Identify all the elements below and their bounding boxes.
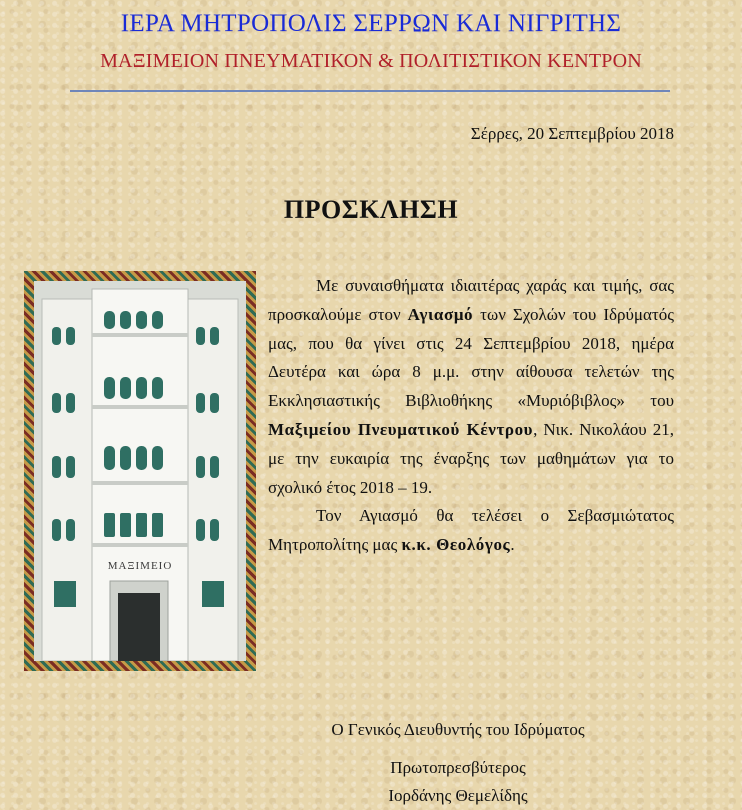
building-photo (24, 271, 256, 671)
date-line: Σέρρες, 20 Σεπτεμβρίου 2018 (470, 124, 674, 143)
emphasis-metropolitan: κ.κ. Θεολόγος (401, 535, 511, 555)
building-sign-text: ΜΑΞΙΜΕΙΟ (107, 560, 173, 572)
building-photo-frame (34, 281, 246, 661)
building-illustration (34, 281, 246, 661)
signature-title: Πρωτοπρεσβύτερος (390, 758, 526, 777)
invitation-paragraph-2: Τον Αγιασμό θα τελέσει ο Σεβασμιώτατος Μητροπολίτης μας κ.κ. Θεολόγος. (268, 506, 674, 555)
center-subtitle: ΜΑΞΙΜΕΙΟΝ ΠΝΕΥΜΑΤΙΚΟΝ & ΠΟΛΙΤΙΣΤΙΚΟΝ ΚΕΝΤΡΟΝ (100, 50, 642, 72)
header-divider (70, 90, 670, 92)
signature-role: Ο Γενικός Διευθυντής του Ιδρύματος (331, 720, 585, 739)
invitation-paragraph-1: Με συναισθήματα ιδιαιτέρας χαράς και τιμής, σας προσκαλούμε στον Αγιασμό των Σχολών του Ιδρύματός μας, που θα γίνει στις 24 Σεπτεμβρίου 2018, ημέρα Δευτέρα και ώρα 8 μ.μ. στην αίθουσα τελετών της Εκκλησιαστικής Βιβλιοθήκης «Μυριόβιβλος» του Μαξιμείου Πνευματικού Κέντρου, Νικ. Νικολάου 21, με την ευκαιρία της έναρξης των μαθημάτων για το σχολικό έτος 2018 – 19. (268, 276, 674, 497)
document-heading: ΠΡΟΣΚΛΗΣΗ (283, 195, 459, 224)
diocese-title: ΙΕΡΑ ΜΗΤΡΟΠΟΛΙΣ ΣΕΡΡΩΝ ΚΑΙ ΝΙΓΡΙΤΗΣ (120, 10, 622, 37)
signature-name: Ιορδάνης Θεμελίδης (388, 786, 528, 805)
emphasis-center-name: Μαξιμείου Πνευματικού Κέντρου (268, 419, 534, 439)
emphasis-blessing: Αγιασμό (407, 304, 474, 324)
invitation-body (268, 272, 674, 560)
